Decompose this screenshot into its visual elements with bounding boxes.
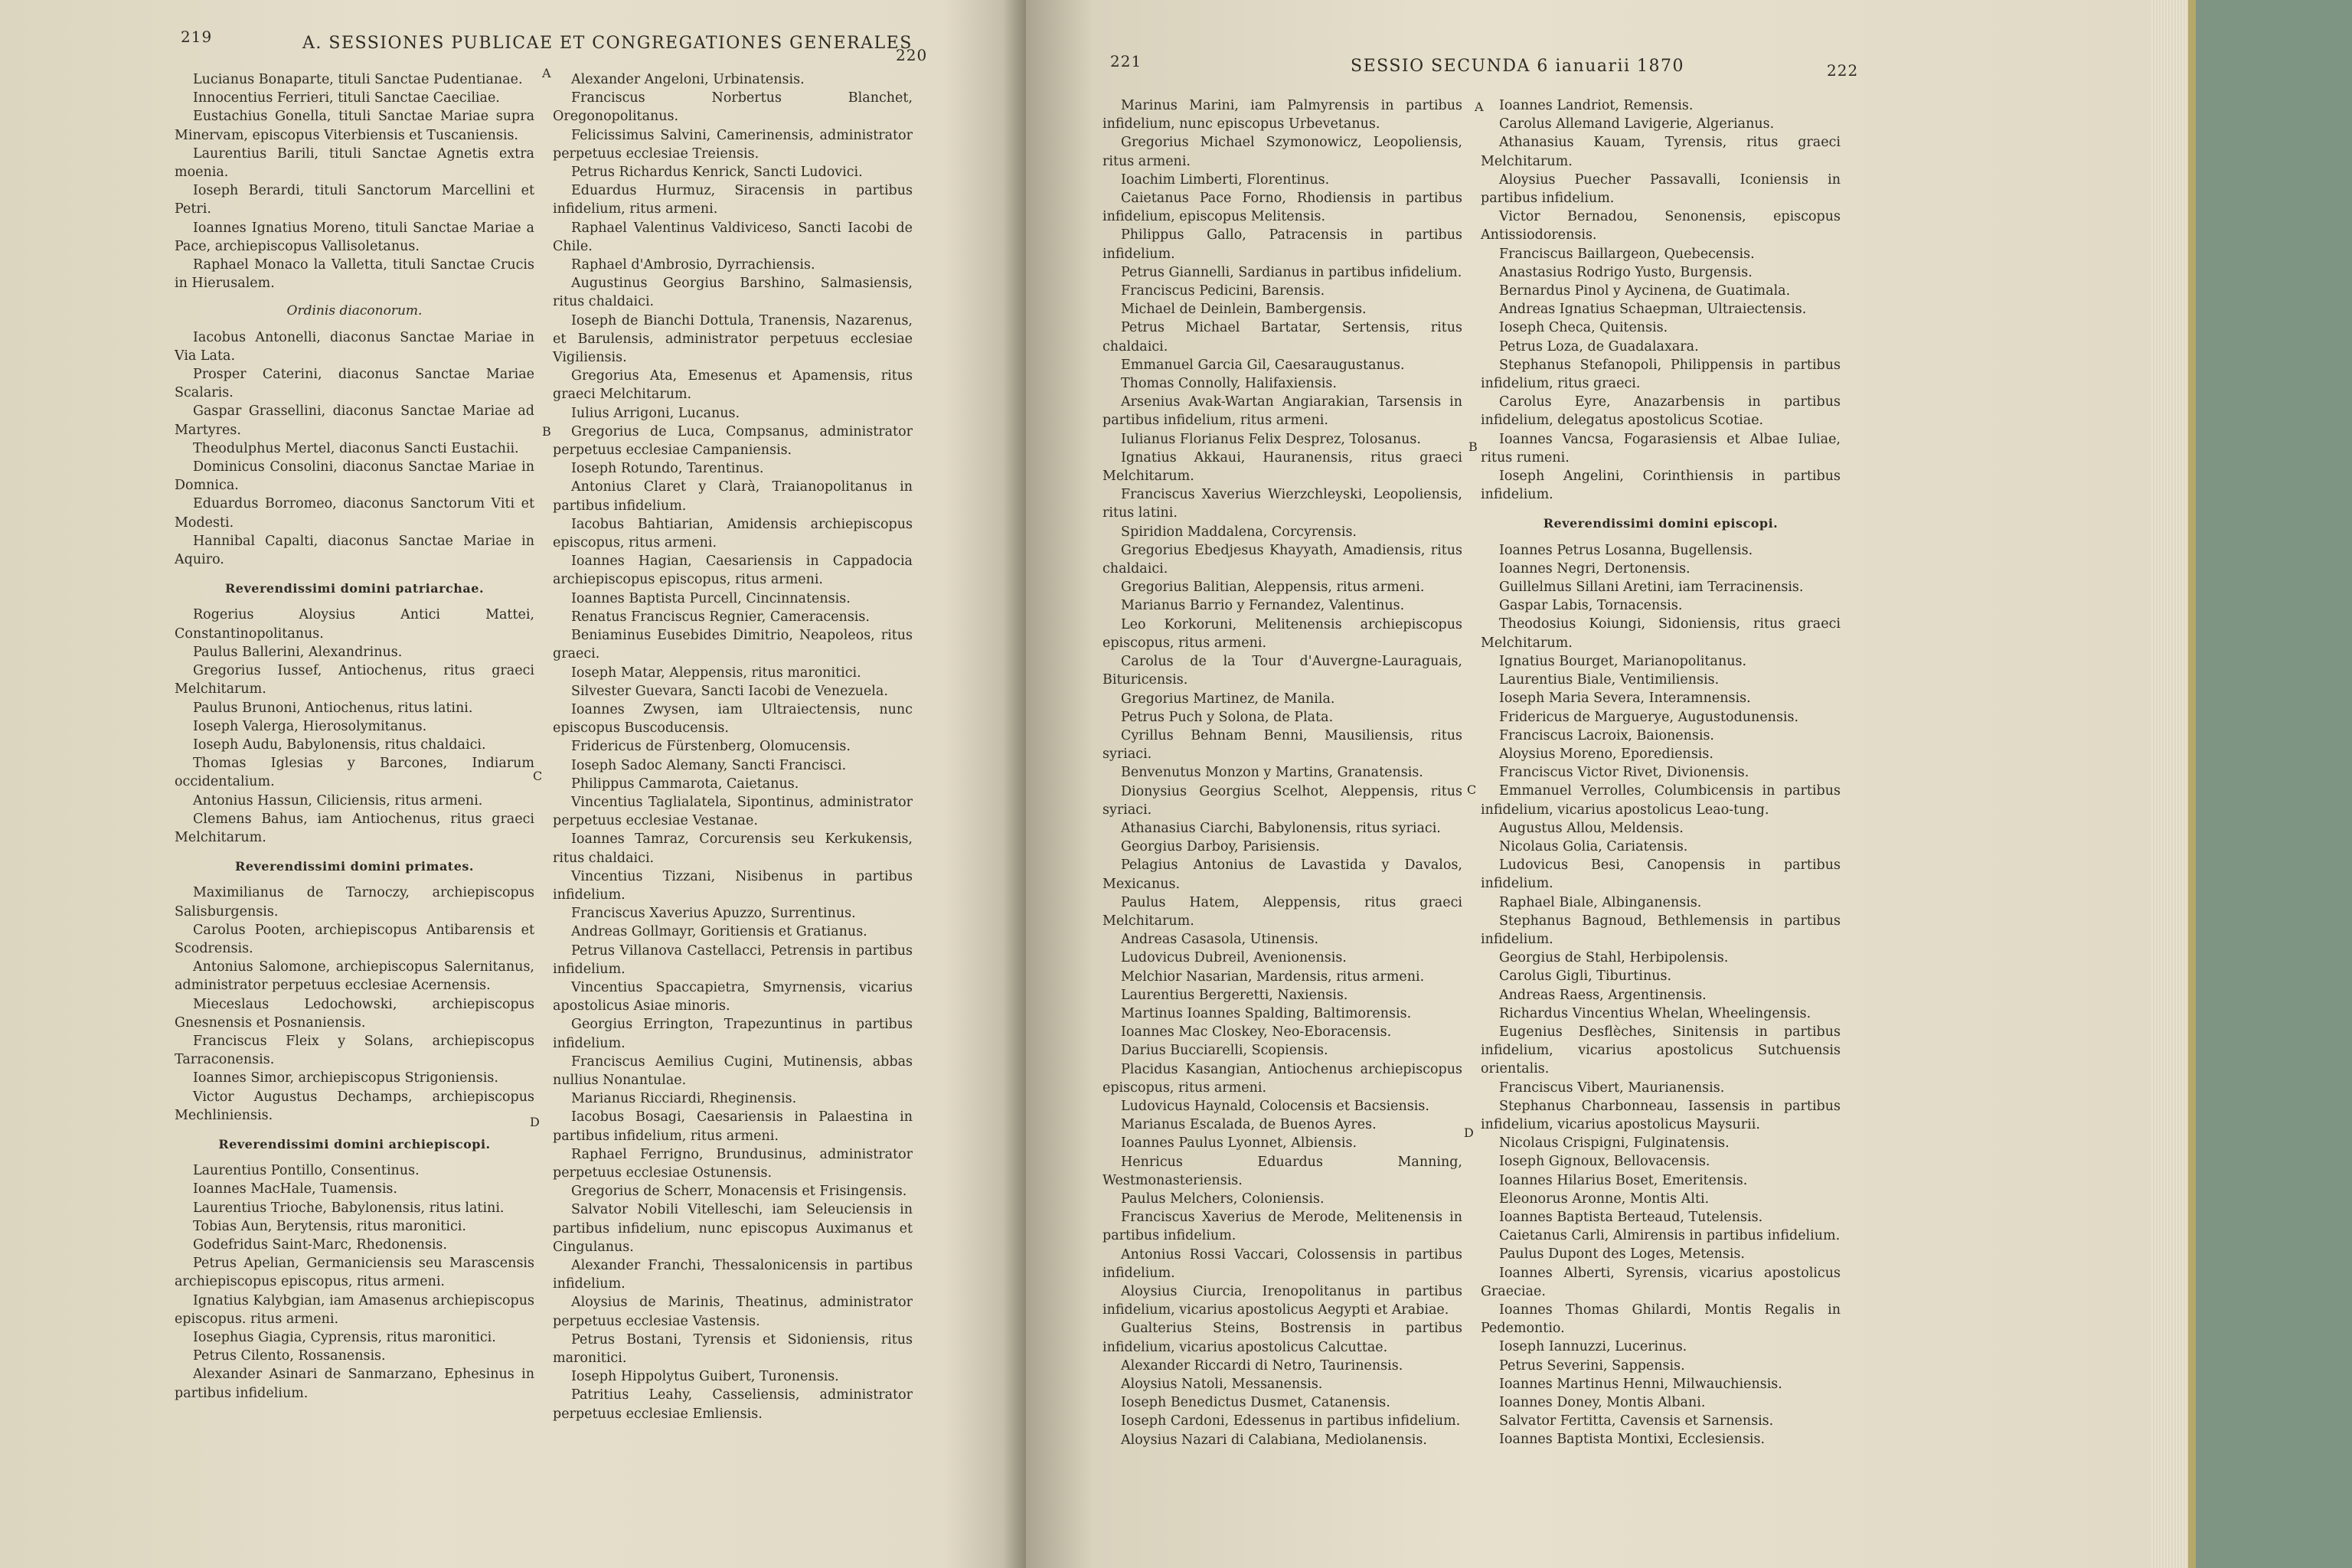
list-entry: Franciscus Pedicini, Barensis. <box>1121 283 1325 299</box>
list-entry: Augustinus Georgius Barshino, Salmasiensis, ritus chaldaici. <box>553 276 913 310</box>
list-entry: Felicissimus Salvini, Camerinensis, administrator perpetuus ecclesiae Treiensis. <box>553 127 913 162</box>
page-edges <box>2151 0 2188 1568</box>
list-entry: Thomas Connolly, Halifaxiensis. <box>1121 376 1337 392</box>
list-entry: Ludovicus Besi, Canopensis in partibus infidelium. <box>1481 858 1841 892</box>
list-entry: Ioseph Gignoux, Bellovacensis. <box>1499 1154 1710 1170</box>
left-page-column-1 <box>175 70 534 1403</box>
list-entry: Petrus Villanova Castellacci, Petrensis in partibus infidelium. <box>553 942 913 977</box>
page-number-220: 220 <box>896 46 928 64</box>
list-entry: Fridericus de Fürstenberg, Olomucensis. <box>571 739 851 755</box>
list-entry: Martinus Ioannes Spalding, Baltimorensis. <box>1121 1005 1412 1021</box>
list-entry: Marianus Barrio y Fernandez, Valentinus. <box>1121 598 1405 614</box>
list-entry: Ioannes Baptista Purcell, Cincinnatensis. <box>571 590 851 606</box>
list-entry: Georgius de Stahl, Herbipolensis. <box>1499 950 1729 966</box>
list-entry: Eduardus Hurmuz, Siracensis in partibus infidelium, ritus armeni. <box>553 183 913 217</box>
list-entry: Franciscus Lacroix, Baionensis. <box>1499 727 1714 743</box>
list-entry: Eduardus Borromeo, diaconus Sanctorum Viti et Modesti. <box>175 496 534 531</box>
list-entry: Nicolaus Golia, Cariatensis. <box>1499 838 1688 854</box>
list-entry: Ignatius Kalybgian, iam Amasenus archiepiscopus episcopus. ritus armeni. <box>175 1292 534 1327</box>
list-entry: Aloysius Ciurcia, Irenopolitanus in partibus infidelium, vicarius apostolicus Aegypti et Arabiae. <box>1102 1284 1462 1318</box>
list-entry: Mieceslaus Ledochowski, archiepiscopus Gnesnensis et Posnaniensis. <box>175 996 534 1031</box>
list-entry: Petrus Michael Bartatar, Sertensis, ritus chaldaici. <box>1102 320 1462 354</box>
list-entry: Aloysius de Marinis, Theatinus, administrator perpetuus ecclesiae Vastensis. <box>553 1295 913 1329</box>
margin-marker-b: B <box>542 424 551 439</box>
list-entry: Ioachim Limberti, Florentinus. <box>1121 172 1330 188</box>
list-entry: Iacobus Bahtiarian, Amidensis archiepiscopus episcopus, ritus armeni. <box>553 516 913 551</box>
list-entry: Iacobus Antonelli, diaconus Sanctae Mariae in Via Lata. <box>175 329 534 364</box>
list-entry: Marianus Escalada, de Buenos Ayres. <box>1121 1117 1377 1133</box>
list-entry: Innocentius Ferrieri, tituli Sanctae Caeciliae. <box>193 90 500 106</box>
left-page <box>0 0 1026 1568</box>
list-entry: Vincentius Spaccapietra, Smyrnensis, vicarius apostolicus Asiae minoris. <box>553 979 913 1014</box>
list-entry: Clemens Bahus, iam Antiochenus, ritus graeci Melchitarum. <box>175 811 534 845</box>
list-entry: Tobias Aun, Berytensis, ritus maronitici. <box>193 1218 466 1234</box>
list-entry: Petrus Richardus Kenrick, Sancti Ludovici. <box>571 165 863 181</box>
list-entry: Ioseph Berardi, tituli Sanctorum Marcellini et Petri. <box>175 183 534 217</box>
list-entry: Carolus de la Tour d'Auvergne-Lauraguais, Bituricensis. <box>1102 654 1462 688</box>
list-entry: Prosper Caterini, diaconus Sanctae Mariae Scalaris. <box>175 367 534 401</box>
right-page-column-2 <box>1481 96 1841 1449</box>
list-entry: Caietanus Pace Forno, Rhodiensis in partibus infidelium, episcopus Melitensis. <box>1102 191 1462 225</box>
list-entry: Antonius Rossi Vaccari, Colossensis in partibus infidelium. <box>1102 1246 1462 1281</box>
list-entry: Petrus Apelian, Germaniciensis seu Marascensis archiepiscopus episcopus, ritus armeni. <box>175 1256 534 1290</box>
list-entry: Rogerius Aloysius Antici Mattei, Constantinopolitanus. <box>175 607 534 642</box>
right-page-column-1 <box>1102 96 1462 1449</box>
list-entry: Ioannes Martinus Henni, Milwauchiensis. <box>1499 1376 1782 1392</box>
list-entry: Petrus Puch y Solona, de Plata. <box>1121 709 1334 725</box>
list-entry: Raphael Ferrigno, Brundusinus, administrator perpetuus ecclesiae Ostunensis. <box>553 1146 913 1181</box>
list-entry: Ioannes Hilarius Boset, Emeritensis. <box>1499 1172 1748 1188</box>
list-entry: Ioseph Cardoni, Edessenus in partibus infidelium. <box>1121 1413 1461 1429</box>
section-heading: Reverendissimi domini primates. <box>235 859 474 874</box>
list-entry: Carolus Eyre, Anazarbensis in partibus infidelium, delegatus apostolicus Scotiae. <box>1481 394 1841 429</box>
list-entry: Petrus Severini, Sappensis. <box>1499 1357 1685 1374</box>
list-entry: Alexander Asinari de Sanmarzano, Ephesinus in partibus infidelium. <box>175 1367 534 1401</box>
list-entry: Franciscus Aemilius Cugini, Mutinensis, abbas nullius Nonantulae. <box>553 1054 913 1088</box>
list-entry: Placidus Kasangian, Antiochenus archiepiscopus episcopus, ritus armeni. <box>1102 1061 1462 1096</box>
list-entry: Raphael Valentinus Valdiviceso, Sancti Iacobi de Chile. <box>553 220 913 254</box>
list-entry: Laurentius Trioche, Babylonensis, ritus latini. <box>193 1200 505 1216</box>
margin-marker-d: D <box>530 1115 540 1129</box>
margin-marker-d-right: D <box>1464 1125 1474 1140</box>
margin-marker-a: A <box>542 66 551 80</box>
list-entry: Ioannes Paulus Lyonnet, Albiensis. <box>1121 1135 1357 1152</box>
margin-marker-c: C <box>533 769 543 783</box>
list-entry: Georgius Errington, Trapezuntinus in partibus infidelium. <box>553 1017 913 1051</box>
list-entry: Franciscus Fleix y Solans, archiepiscopus Tarraconensis. <box>175 1033 534 1068</box>
running-head-right: SESSIO SECUNDA 6 ianuarii 1870 <box>1351 57 1685 76</box>
list-entry: Franciscus Xaverius Wierzchleyski, Leopoliensis, ritus latini. <box>1102 487 1462 521</box>
list-entry: Ioannes Tamraz, Corcurensis seu Kerkukensis, ritus chaldaici. <box>553 831 913 866</box>
list-entry: Andreas Raess, Argentinensis. <box>1499 987 1707 1003</box>
list-entry: Stephanus Bagnoud, Bethlemensis in partibus infidelium. <box>1481 913 1841 947</box>
list-entry: Patritius Leahy, Casseliensis, administrator perpetuus ecclesiae Emliensis. <box>553 1387 913 1422</box>
list-entry: Gregorius Martinez, de Manila. <box>1121 691 1335 707</box>
list-entry: Aloysius Nazari di Calabiana, Mediolanensis. <box>1121 1432 1427 1448</box>
book-binding <box>2188 0 2196 1568</box>
list-entry: Gaspar Grassellini, diaconus Sanctae Mariae ad Martyres. <box>175 403 534 438</box>
list-entry: Godefridus Saint-Marc, Rhedonensis. <box>193 1236 447 1253</box>
list-entry: Nicolaus Crispigni, Fulginatensis. <box>1499 1135 1730 1152</box>
list-entry: Athanasius Kauam, Tyrensis, ritus graeci Melchitarum. <box>1481 135 1841 169</box>
list-entry: Marianus Ricciardi, Rheginensis. <box>571 1091 797 1107</box>
list-entry: Alexander Angeloni, Urbinatensis. <box>571 72 805 87</box>
list-entry: Laurentius Bergeretti, Naxiensis. <box>1121 987 1348 1003</box>
list-entry: Stephanus Stefanopoli, Philippensis in partibus infidelium, ritus graeci. <box>1481 357 1841 392</box>
list-entry: Carolus Allemand Lavigerie, Algerianus. <box>1499 116 1775 132</box>
list-entry: Gregorius Michael Szymonowicz, Leopoliensis, ritus armeni. <box>1102 135 1462 169</box>
list-entry: Marinus Marini, iam Palmyrensis in partibus infidelium, nunc episcopus Urbevetanus. <box>1102 98 1462 132</box>
list-entry: Antonius Claret y Clarà, Traianopolitanus in partibus infidelium. <box>553 479 913 514</box>
list-entry: Paulus Melchers, Coloniensis. <box>1121 1191 1325 1207</box>
list-entry: Petrus Loza, de Guadalaxara. <box>1499 338 1699 354</box>
list-entry: Ioseph Audu, Babylonensis, ritus chaldaici. <box>193 737 486 753</box>
list-entry: Ioannes Alberti, Syrensis, vicarius apostolicus Graeciae. <box>1481 1265 1841 1299</box>
list-entry: Beniaminus Eusebides Dimitrio, Neapoleos, ritus graeci. <box>553 628 913 662</box>
list-entry: Stephanus Charbonneau, Iassensis in partibus infidelium, vicarius apostolicus Maysurii. <box>1481 1098 1841 1132</box>
list-entry: Eustachius Gonella, tituli Sanctae Mariae supra Minervam, episcopus Viterbiensis et Tuscaniensis. <box>175 109 534 143</box>
list-entry: Franciscus Xaverius Apuzzo, Surrentinus. <box>571 906 856 922</box>
list-entry: Michael de Deinlein, Bambergensis. <box>1121 302 1367 318</box>
list-entry: Dionysius Georgius Scelhot, Aleppensis, ritus syriaci. <box>1102 783 1462 818</box>
list-entry: Emmanuel Garcia Gil, Caesaraugustanus. <box>1121 357 1405 373</box>
list-entry: Maximilianus de Tarnoczy, archiepiscopus Salisburgensis. <box>175 885 534 920</box>
list-entry: Andreas Ignatius Schaepman, Ultraiectensis. <box>1499 302 1807 318</box>
list-entry: Petrus Cilento, Rossanensis. <box>193 1348 386 1364</box>
list-entry: Paulus Ballerini, Alexandrinus. <box>193 644 403 660</box>
list-entry: Eleonorus Aronne, Montis Alti. <box>1499 1191 1710 1207</box>
list-entry: Carolus Gigli, Tiburtinus. <box>1499 969 1672 985</box>
list-entry: Theodosius Koiungi, Sidoniensis, ritus graeci Melchitarum. <box>1481 616 1841 651</box>
list-entry: Aloysius Natoli, Messanensis. <box>1121 1377 1323 1393</box>
list-entry: Hannibal Capalti, diaconus Sanctae Mariae in Aquiro. <box>175 533 534 568</box>
list-entry: Darius Bucciarelli, Scopiensis. <box>1121 1043 1328 1059</box>
list-entry: Victor Augustus Dechamps, archiepiscopus Mechliniensis. <box>175 1089 534 1123</box>
list-entry: Thomas Iglesias y Barcones, Indiarum occidentalium. <box>175 756 534 790</box>
list-entry: Gregorius de Scherr, Monacensis et Frisingensis. <box>571 1184 907 1200</box>
list-entry: Franciscus Xaverius de Merode, Melitenensis in partibus infidelium. <box>1102 1210 1462 1244</box>
list-entry: Franciscus Norbertus Blanchet, Oregonopolitanus. <box>553 90 913 125</box>
list-entry: Aloysius Puecher Passavalli, Iconiensis in partibus infidelium. <box>1481 172 1841 207</box>
list-entry: Athanasius Ciarchi, Babylonensis, ritus syriaci. <box>1121 820 1441 836</box>
list-entry: Gaspar Labis, Tornacensis. <box>1499 598 1683 614</box>
list-entry: Franciscus Vibert, Maurianensis. <box>1499 1080 1725 1096</box>
list-entry: Paulus Dupont des Loges, Metensis. <box>1499 1246 1745 1263</box>
list-entry: Alexander Riccardi di Netro, Taurinensis. <box>1121 1357 1403 1374</box>
margin-marker-c-right: C <box>1467 782 1477 797</box>
list-entry: Ioannes Negri, Dertonensis. <box>1499 560 1690 577</box>
list-entry: Antonius Salomone, archiepiscopus Salernitanus, administrator perpetuus ecclesiae Acernensis. <box>175 959 534 994</box>
list-entry: Augustus Allou, Meldensis. <box>1499 820 1684 836</box>
list-entry: Ioannes Vancsa, Fogarasiensis et Albae Iuliae, ritus rumeni. <box>1481 431 1841 466</box>
list-entry: Henricus Eduardus Manning, Westmonasteriensis. <box>1102 1154 1462 1188</box>
list-entry: Laurentius Pontillo, Consentinus. <box>193 1163 420 1179</box>
list-entry: Ioseph Sadoc Alemany, Sancti Francisci. <box>571 757 847 773</box>
list-entry: Lucianus Bonaparte, tituli Sanctae Pudentianae. <box>193 72 523 87</box>
list-entry: Melchior Nasarian, Mardensis, ritus armeni. <box>1121 969 1425 985</box>
list-entry: Spiridion Maddalena, Corcyrensis. <box>1121 524 1357 540</box>
list-entry: Ioseph de Bianchi Dottula, Tranensis, Nazarenus, et Barulensis, administrator perpetuus ecclesiae Vigiliensis. <box>553 312 913 366</box>
right-page <box>1026 0 2151 1568</box>
list-entry: Benvenutus Monzon y Martins, Granatensis. <box>1121 765 1423 781</box>
list-entry: Ioannes Mac Closkey, Neo-Eboracensis. <box>1121 1024 1392 1040</box>
list-entry: Petrus Giannelli, Sardianus in partibus infidelium. <box>1121 264 1462 280</box>
list-entry: Ioannes Doney, Montis Albani. <box>1499 1395 1706 1411</box>
list-entry: Ioseph Checa, Quitensis. <box>1499 320 1668 336</box>
page-number-221: 221 <box>1110 52 1142 70</box>
list-entry: Dominicus Consolini, diaconus Sanctae Mariae in Domnica. <box>175 459 534 494</box>
list-entry: Eugenius Desflèches, Sinitensis in partibus infidelium, vicarius apostolicus Sutchuensis orientalis. <box>1481 1024 1841 1077</box>
list-entry: Petrus Bostani, Tyrensis et Sidoniensis, ritus maronitici. <box>553 1331 913 1367</box>
list-entry: Ioannes Landriot, Remensis. <box>1499 98 1694 113</box>
list-entry: Carolus Pooten, archiepiscopus Antibarensis et Scodrensis. <box>175 922 534 956</box>
list-entry: Renatus Franciscus Regnier, Cameracensis. <box>571 609 870 625</box>
list-entry: Raphael Biale, Albinganensis. <box>1499 894 1702 910</box>
list-entry: Franciscus Baillargeon, Quebecensis. <box>1499 246 1755 262</box>
list-entry: Gregorius Ebedjesus Khayyath, Amadiensis, ritus chaldaici. <box>1102 542 1462 577</box>
list-entry: Fridericus de Marguerye, Augustodunensis. <box>1499 709 1799 725</box>
list-entry: Aloysius Moreno, Eporediensis. <box>1499 746 1713 762</box>
section-heading: Reverendissimi domini patriarchae. <box>224 581 485 596</box>
section-heading: Reverendissimi domini episcopi. <box>1543 516 1779 531</box>
list-entry: Caietanus Carli, Almirensis in partibus infidelium. <box>1499 1228 1841 1244</box>
list-entry: Silvester Guevara, Sancti Iacobi de Venezuela. <box>571 683 888 699</box>
list-entry: Salvator Fertitta, Cavensis et Sarnensis. <box>1499 1413 1774 1429</box>
page-number-222: 222 <box>1827 61 1859 80</box>
list-entry: Gregorius de Luca, Compsanus, administrator perpetuus ecclesiae Campaniensis. <box>553 423 913 459</box>
list-entry: Guillelmus Sillani Aretini, iam Terracinensis. <box>1499 580 1804 596</box>
list-entry: Ioannes Baptista Berteaud, Tutelensis. <box>1499 1209 1763 1225</box>
running-head-left: A. SESSIONES PUBLICAE ET CONGREGATIONES GENERALES <box>302 34 913 53</box>
list-entry: Gualterius Steins, Bostrensis in partibus infidelium, vicarius apostolicus Calcuttae. <box>1102 1321 1462 1355</box>
list-entry: Richardus Vincentius Whelan, Wheelingensis. <box>1499 1005 1811 1021</box>
list-entry: Paulus Brunoni, Antiochenus, ritus latini. <box>193 700 473 716</box>
list-entry: Ioseph Iannuzzi, Lucerinus. <box>1499 1339 1687 1355</box>
list-entry: Pelagius Antonius de Lavastida y Davalos, Mexicanus. <box>1102 858 1462 892</box>
list-entry: Ioseph Valerga, Hierosolymitanus. <box>193 718 427 734</box>
left-page-column-2 <box>553 70 913 1423</box>
list-entry: Bernardus Pinol y Aycinena, de Guatimala. <box>1499 283 1791 299</box>
list-entry: Anastasius Rodrigo Yusto, Burgensis. <box>1499 264 1753 280</box>
list-entry: Laurentius Barili, tituli Sanctae Agnetis extra moenia. <box>175 145 534 181</box>
list-entry: Gregorius Balitian, Aleppensis, ritus armeni. <box>1121 580 1425 596</box>
list-entry: Emmanuel Verrolles, Columbicensis in partibus infidelium, vicarius apostolicus Leao-tung. <box>1481 783 1841 818</box>
list-entry: Ioseph Rotundo, Tarentinus. <box>571 461 764 477</box>
list-entry: Iacobus Bosagi, Caesariensis in Palaestina in partibus infidelium, ritus armeni. <box>553 1109 913 1144</box>
list-entry: Salvator Nobili Vitelleschi, iam Seleuciensis in partibus infidelium, nunc episcopus Auximanus et Cingulanus. <box>553 1202 913 1255</box>
list-entry: Ignatius Bourget, Marianopolitanus. <box>1499 653 1747 669</box>
list-entry: Victor Bernadou, Senonensis, episcopus Antissiodorensis. <box>1481 209 1841 243</box>
list-entry: Ludovicus Haynald, Colocensis et Bacsiensis. <box>1121 1098 1429 1114</box>
list-entry: Ioannes Thomas Ghilardi, Montis Regalis in Pedemontio. <box>1481 1302 1841 1337</box>
list-entry: Ludovicus Dubreil, Avenionensis. <box>1121 950 1347 966</box>
list-entry: Ioseph Benedictus Dusmet, Catanensis. <box>1121 1395 1390 1411</box>
list-entry: Laurentius Biale, Ventimiliensis. <box>1499 672 1720 688</box>
list-entry: Ioannes Zwysen, iam Ultraiectensis, nunc episcopus Buscoducensis. <box>553 701 913 737</box>
list-entry: Andreas Gollmayr, Goritiensis et Gratianus. <box>571 924 867 940</box>
list-entry: Gregorius Ata, Emesenus et Apamensis, ritus graeci Melchitarum. <box>553 368 913 403</box>
margin-marker-a-right: A <box>1475 100 1484 114</box>
list-entry: Ioannes MacHale, Tuamensis. <box>193 1181 397 1197</box>
list-entry: Ioseph Maria Severa, Interamnensis. <box>1499 691 1751 707</box>
list-entry: Alexander Franchi, Thessalonicensis in partibus infidelium. <box>553 1258 913 1292</box>
list-entry: Iosephus Giagia, Cyprensis, ritus maronitici. <box>193 1330 496 1345</box>
page-number-219: 219 <box>181 28 213 46</box>
list-entry: Ignatius Akkaui, Hauranensis, ritus graeci Melchitarum. <box>1102 449 1462 485</box>
list-entry: Andreas Casasola, Utinensis. <box>1121 932 1319 948</box>
list-entry: Paulus Hatem, Aleppensis, ritus graeci Melchitarum. <box>1102 894 1462 929</box>
list-entry: Ioseph Matar, Aleppensis, ritus maronitici. <box>571 665 861 681</box>
list-entry: Raphael Monaco la Valletta, tituli Sanctae Crucis in Hierusalem. <box>175 257 534 292</box>
list-entry: Theodulphus Mertel, diaconus Sancti Eustachii. <box>193 440 519 456</box>
list-entry: Arsenius Avak-Wartan Angiarakian, Tarsensis in partibus infidelium, ritus armeni. <box>1102 394 1462 429</box>
list-entry: Ioseph Hippolytus Guibert, Turonensis. <box>571 1369 839 1385</box>
list-entry: Vincentius Taglialatela, Sipontinus, administrator perpetuus ecclesiae Vestanae. <box>553 794 913 829</box>
list-entry: Ioseph Angelini, Corinthiensis in partibus infidelium. <box>1481 469 1841 503</box>
list-entry: Philippus Cammarota, Caietanus. <box>571 776 799 792</box>
subsection-heading: Ordinis diaconorum. <box>286 303 423 319</box>
list-entry: Raphael d'Ambrosio, Dyrrachiensis. <box>571 257 815 273</box>
list-entry: Georgius Darboy, Parisiensis. <box>1121 839 1320 855</box>
list-entry: Philippus Gallo, Patracensis in partibus infidelium. <box>1102 227 1462 262</box>
list-entry: Ioannes Petrus Losanna, Bugellensis. <box>1499 542 1753 558</box>
list-entry: Iulius Arrigoni, Lucanus. <box>571 405 740 421</box>
section-heading: Reverendissimi domini archiepiscopi. <box>218 1136 491 1152</box>
list-entry: Leo Korkoruni, Melitenensis archiepiscopus episcopus, ritus armeni. <box>1102 616 1462 651</box>
margin-marker-b-right: B <box>1468 439 1478 454</box>
list-entry: Ioannes Ignatius Moreno, tituli Sanctae Mariae a Pace, archiepiscopus Vallisoletanus. <box>175 220 534 254</box>
list-entry: Vincentius Tizzani, Nisibenus in partibus infidelium. <box>553 868 913 903</box>
list-entry: Iulianus Florianus Felix Desprez, Tolosanus. <box>1121 431 1421 447</box>
list-entry: Cyrillus Behnam Benni, Mausiliensis, ritus syriaci. <box>1102 727 1462 763</box>
list-entry: Ioannes Baptista Montixi, Ecclesiensis. <box>1499 1432 1766 1448</box>
list-entry: Ioannes Simor, archiepiscopus Strigoniensis. <box>193 1070 498 1086</box>
list-entry: Ioannes Hagian, Caesariensis in Cappadocia archiepiscopus episcopus, ritus armeni. <box>553 554 913 588</box>
list-entry: Antonius Hassun, Ciliciensis, ritus armeni. <box>193 792 483 808</box>
list-entry: Franciscus Victor Rivet, Divionensis. <box>1499 765 1749 781</box>
list-entry: Gregorius Iussef, Antiochenus, ritus graeci Melchitarum. <box>175 663 534 697</box>
